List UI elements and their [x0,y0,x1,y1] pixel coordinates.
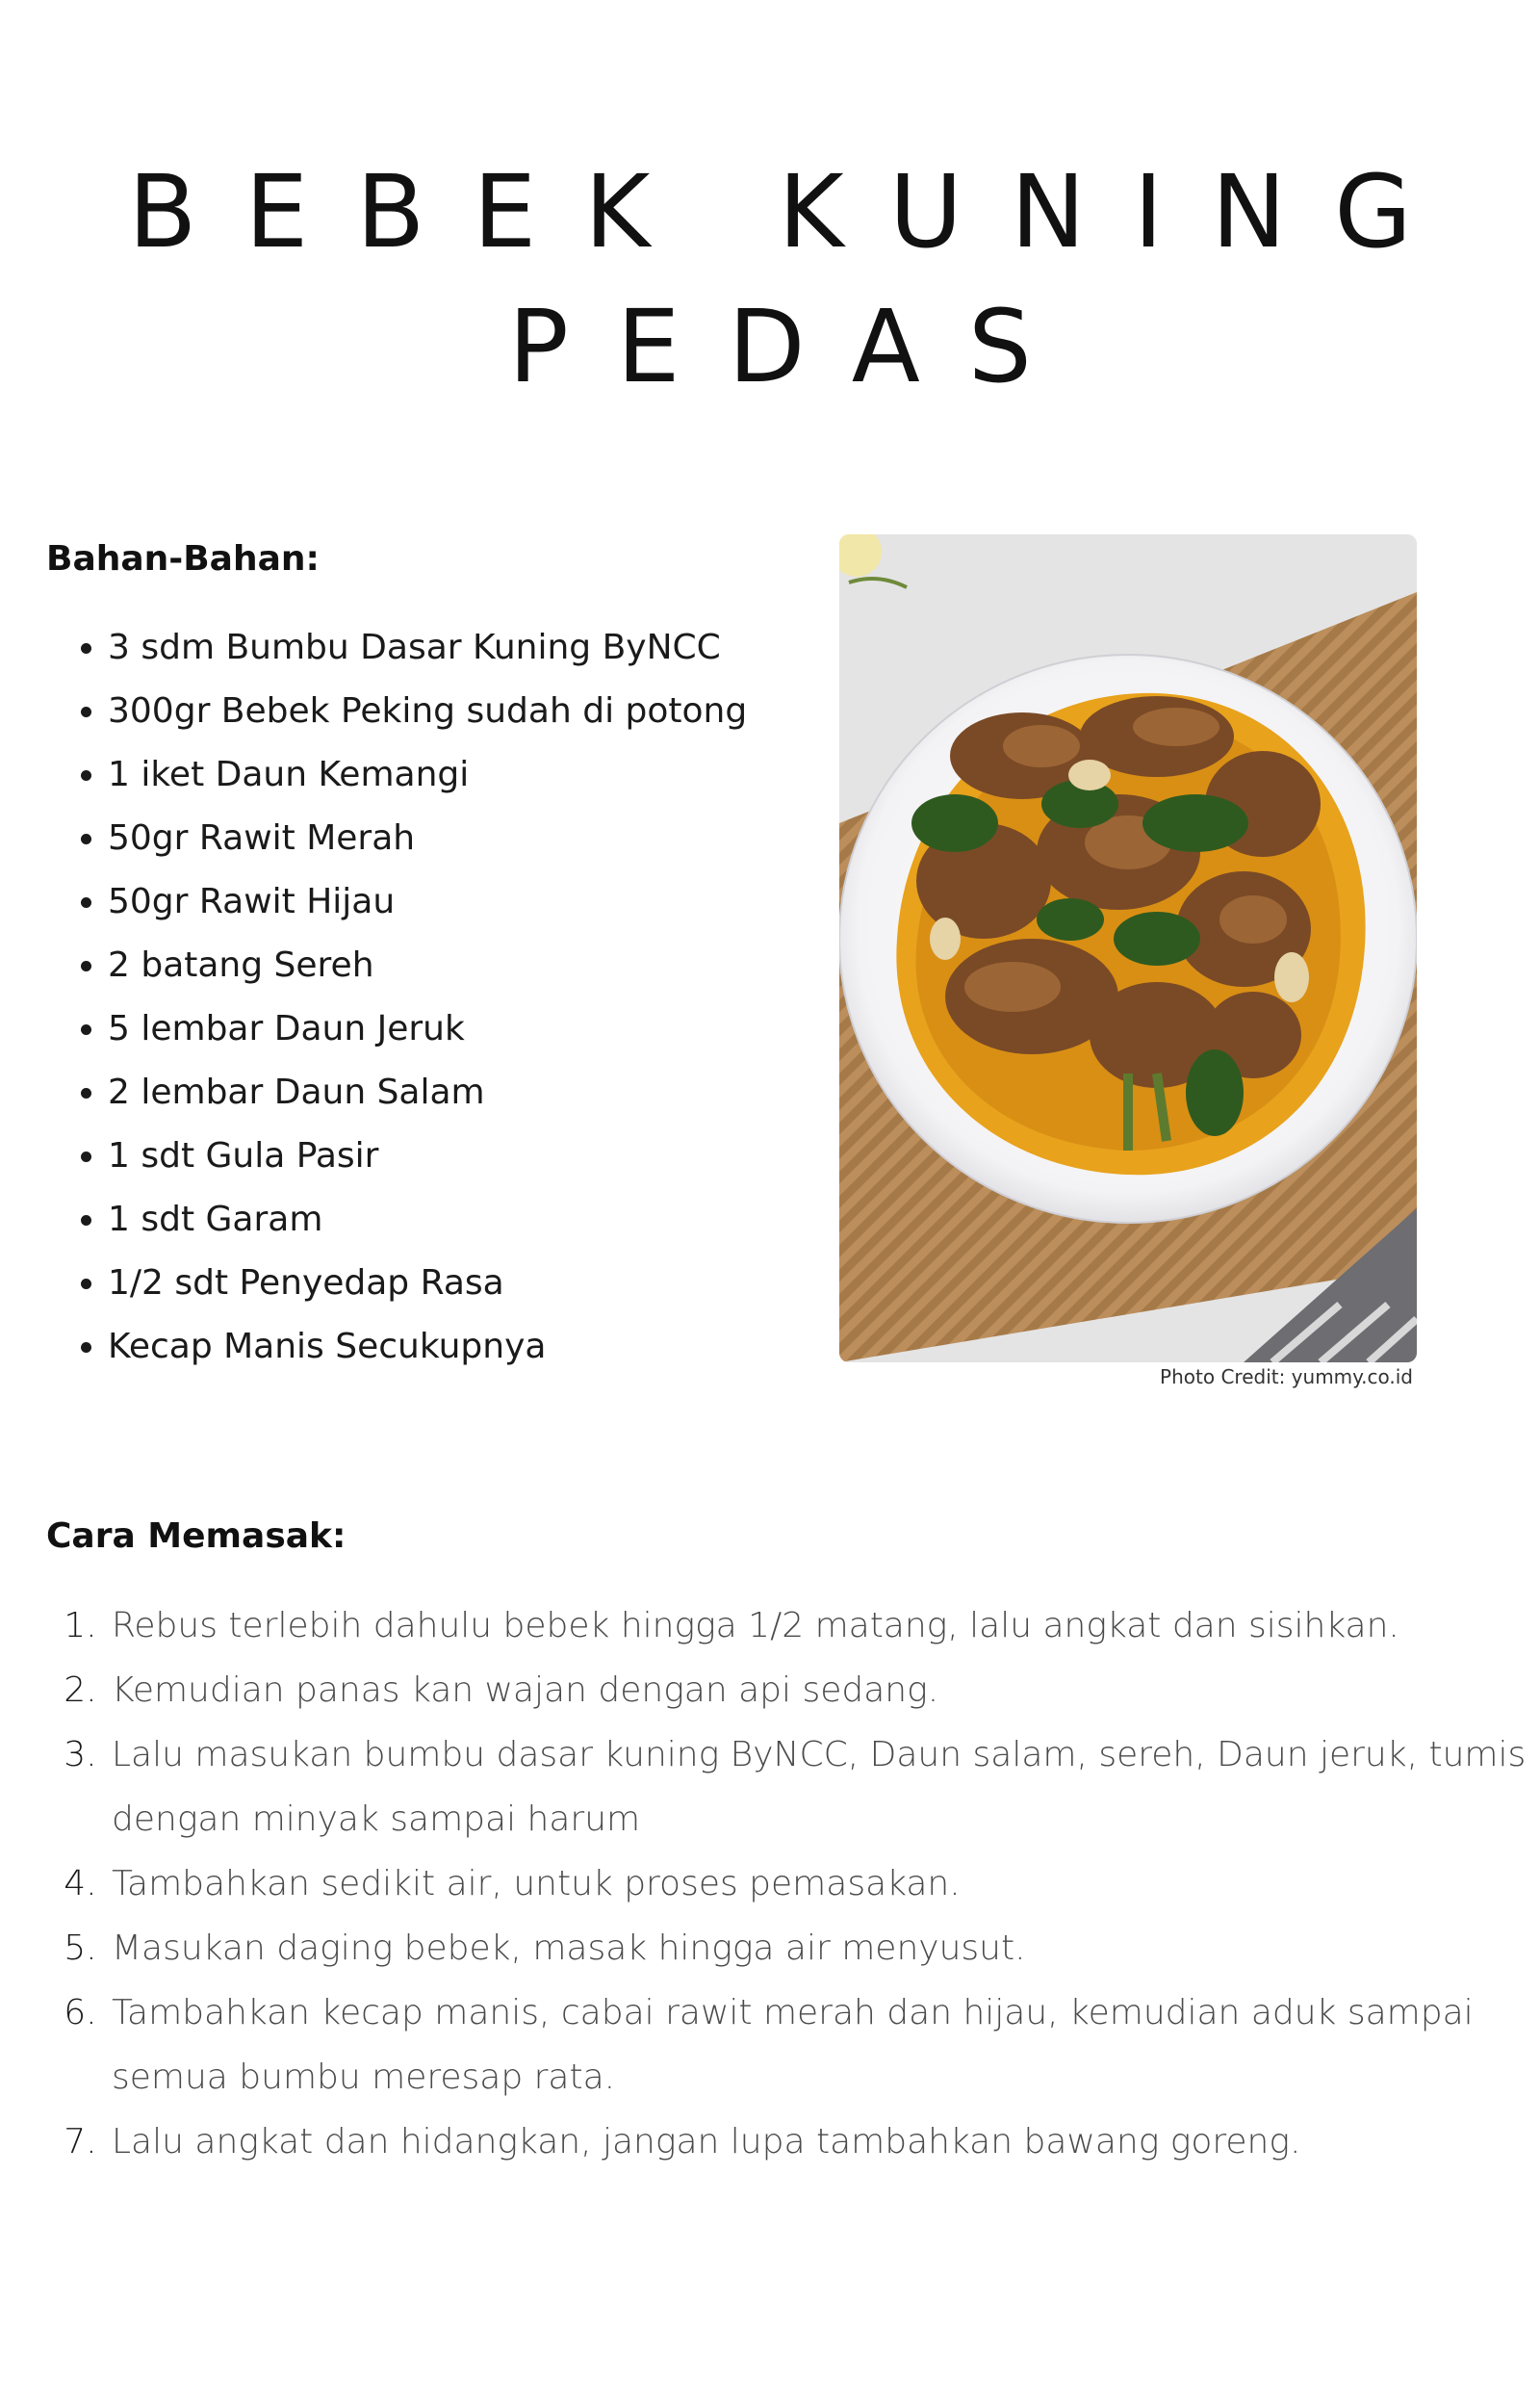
step-item: 1. Rebus terlebih dahulu bebek hingga 1/2 matang, lalu angkat dan sisihkan. [108,1593,1540,1658]
ingredient-item: • Kecap Manis Secukupnya [108,1315,897,1379]
recipe-title-line-2: PEDAS [508,288,1080,405]
steps-heading: Cara Memasak: [46,1516,346,1556]
ingredient-item: • 1 sdt Gula Pasir [108,1125,897,1188]
step-item: 4. Tambahkan sedikit air, untuk proses pemasakan. [108,1851,1540,1916]
step-item: 5. Masukan daging bebek, masak hingga air menyusut. [108,1916,1540,1980]
step-item: 3. Lalu masukan bumbu dasar kuning ByNCC, Daun salam, sereh, Daun jeruk, tumis dengan minyak sampai harum [108,1722,1540,1851]
ingredients-heading: Bahan-Bahan: [46,539,320,579]
ingredient-item: • 1 sdt Garam [108,1188,897,1252]
step-item: 6. Tambahkan kecap manis, cabai rawit merah dan hijau, kemudian aduk sampai semua bumbu meresap rata. [108,1980,1540,2109]
ingredient-item: • 1 iket Daun Kemangi [108,743,897,807]
step-item: 7. Lalu angkat dan hidangkan, jangan lupa tambahkan bawang goreng. [108,2109,1540,2174]
ingredient-item: • 300gr Bebek Peking sudah di potong [108,680,897,743]
dish-photo [839,534,1417,1362]
recipe-title [0,144,1540,414]
step-item: 2. Kemudian panas kan wajan dengan api sedang. [108,1658,1540,1722]
recipe-title-line-1: BEBEK KUNING [128,153,1460,271]
ingredient-item: • 50gr Rawit Merah [108,807,897,870]
photo-credit: Photo Credit: yummy.co.id [1160,1365,1413,1388]
ingredient-item: • 2 batang Sereh [108,934,897,997]
ingredient-item: • 2 lembar Daun Salam [108,1061,897,1125]
ingredients-list [46,616,897,1379]
steps-list [46,1593,1540,2174]
ingredient-item: • 3 sdm Bumbu Dasar Kuning ByNCC [108,616,897,680]
dish-illustration [839,534,1417,1362]
ingredient-item: • 50gr Rawit Hijau [108,870,897,934]
ingredient-item: • 5 lembar Daun Jeruk [108,997,897,1061]
ingredient-item: • 1/2 sdt Penyedap Rasa [108,1252,897,1315]
